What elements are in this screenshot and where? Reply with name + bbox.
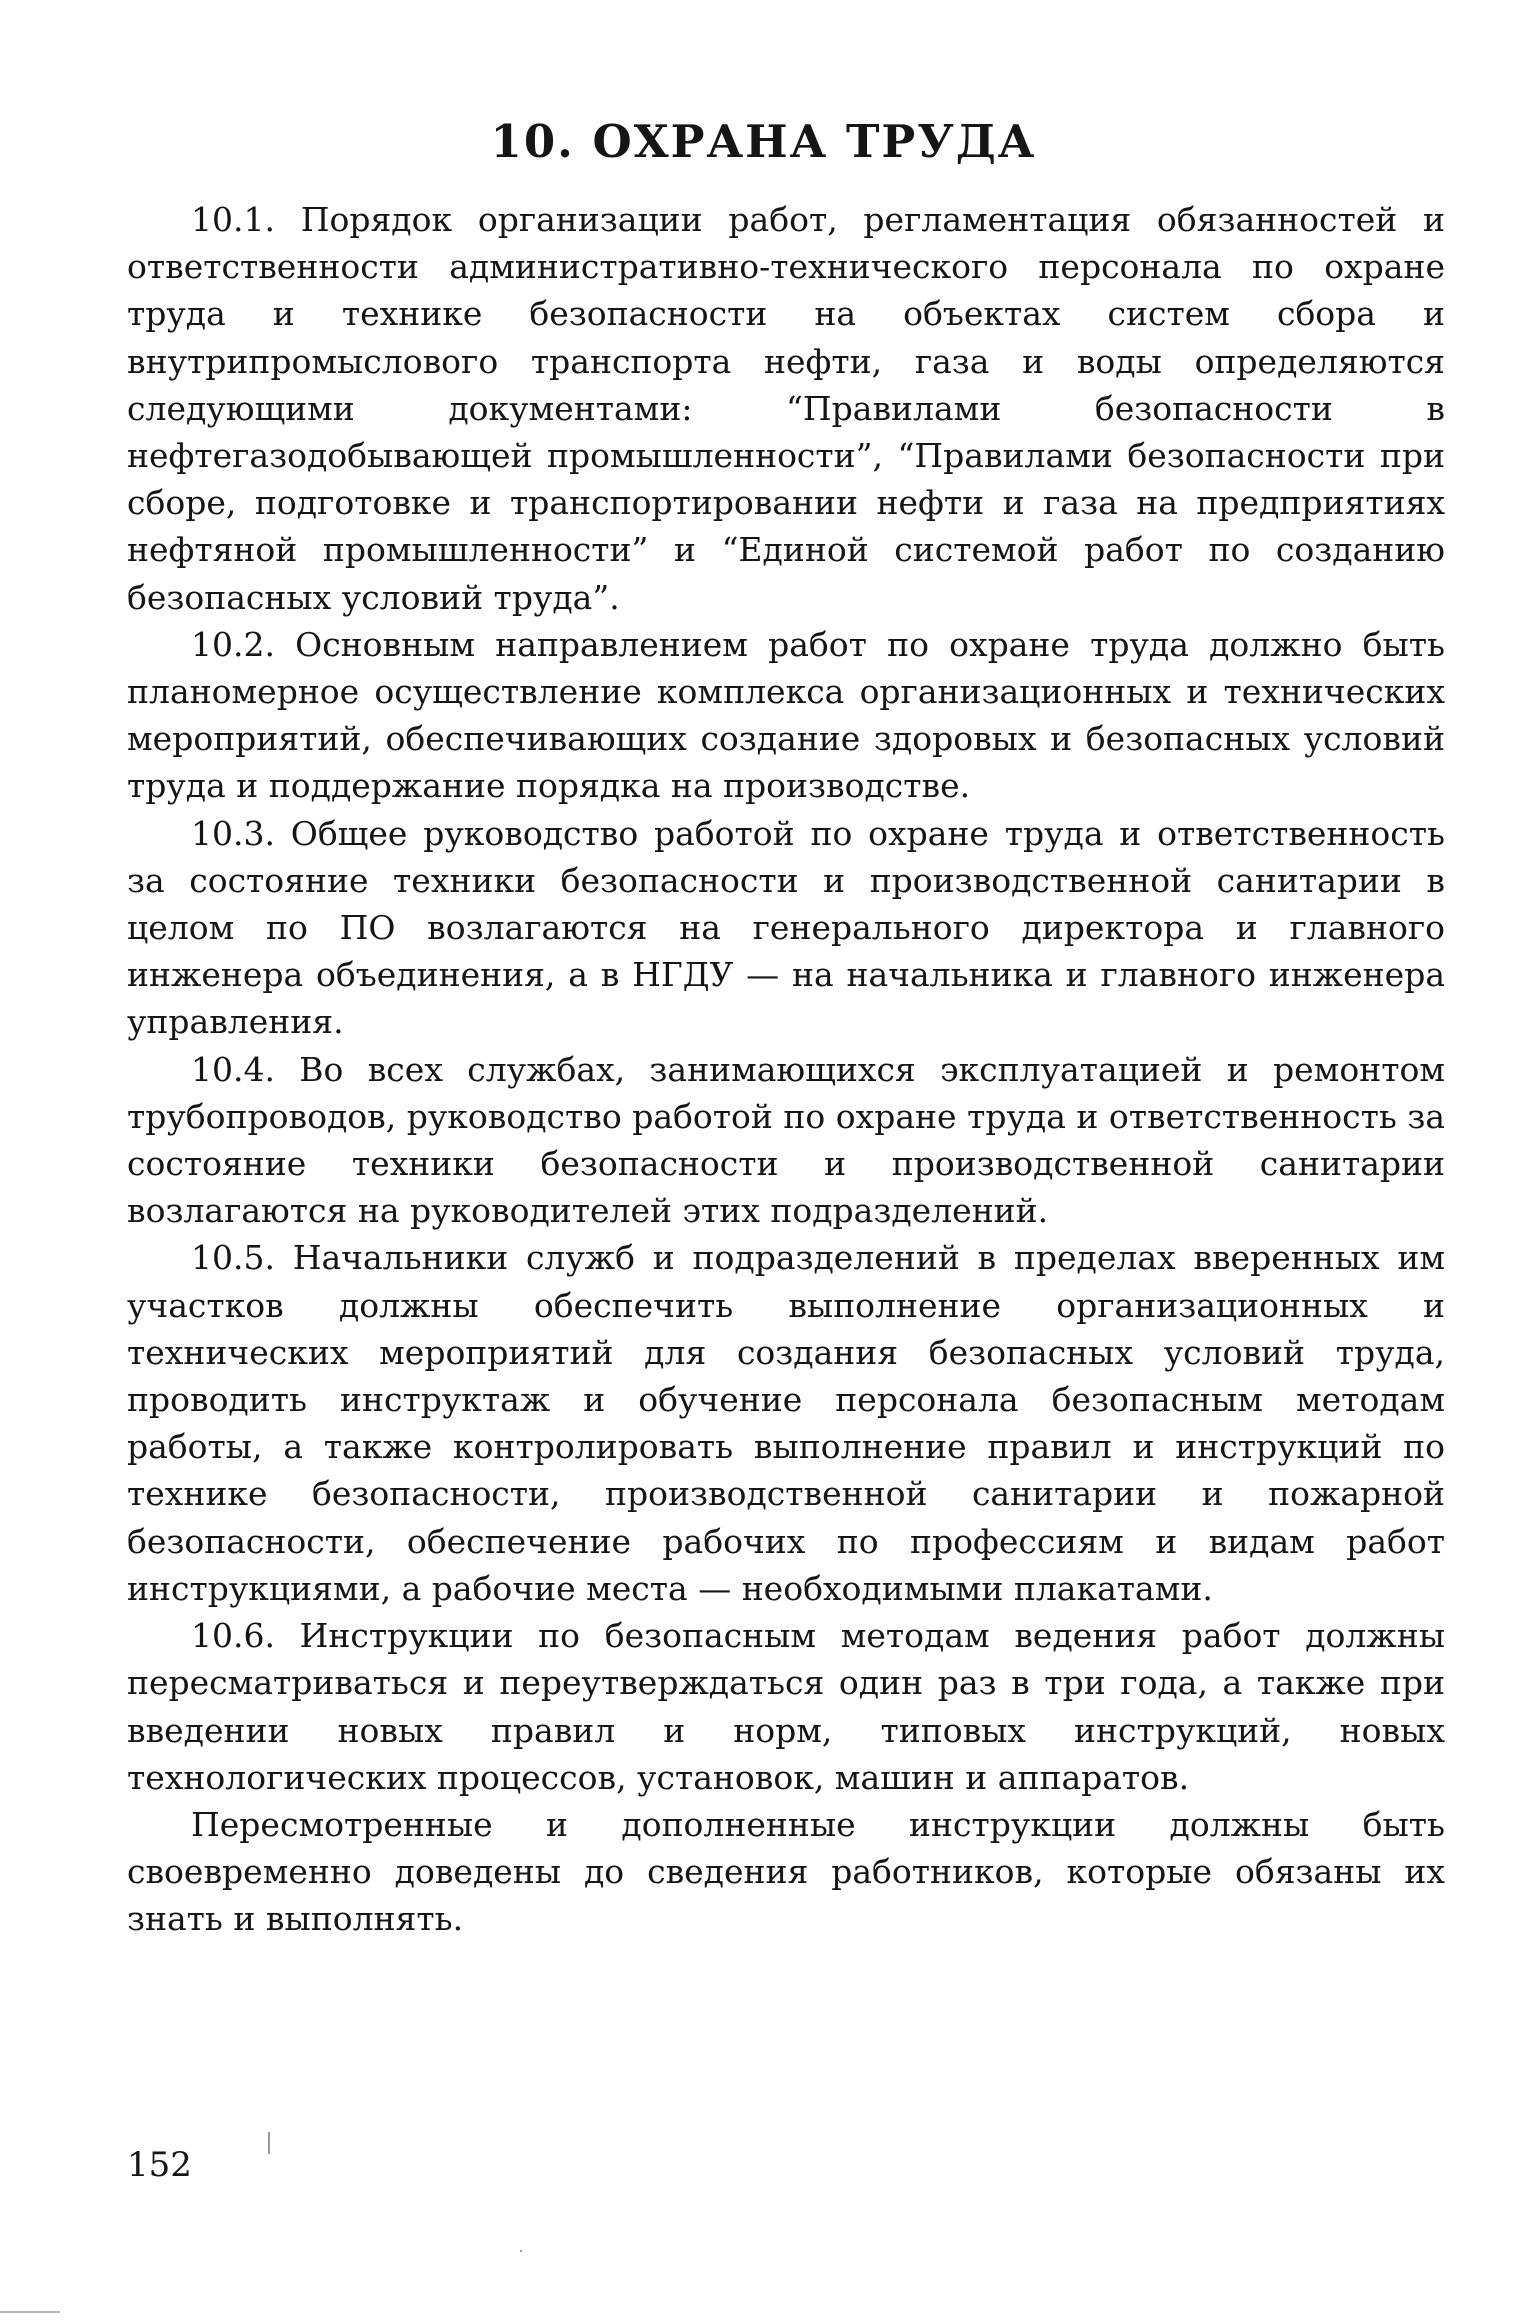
section-title: 10. ОХРАНА ТРУДА [490, 115, 1037, 168]
page-number: 152 [127, 2145, 192, 2185]
paragraph-10-5: 10.5. Начальники служб и подразделений в пределах вверенных им участков должны обеспечить выполнение организационных и технических мероприятий для создания безопасных условий труда, проводить инструктаж и обучение персонала безопасным методам работы, а также контролировать выполнение правил и инструкций по технике безопасности, производственной санитарии и пожарной безопасности, обеспечение рабочих по профессиям и видам работ инструкциями, а рабочие места — необходимыми плакатами. [127, 1238, 1445, 1608]
paragraph-10-4: 10.4. Во всех службах, занимающихся эксплуатацией и ремонтом трубопроводов, руководство работой по охране труда и ответственность за состояние техники безопасности и производственной санитарии возлагаются на руководителей этих подразделений. [127, 1049, 1445, 1231]
scan-mark [520, 2250, 522, 2252]
paragraph-10-1: 10.1. Порядок организации работ, регламентация обязанностей и ответственности административно-технического персонала по охране труда и технике безопасности на объектах систем сбора и внутрипромыслового транспорта нефти, газа и воды определяются следующими документами: “Правилами безопасности в нефтегазодобывающей промышленности”, “Правилами безопасности при сборе, подготовке и транспортировании нефти и газа на предприятиях нефтяной промышленности” и “Единой системой работ по созданию безопасных условий труда”. [127, 200, 1445, 617]
scan-mark [0, 2311, 60, 2313]
paragraph-10-3: 10.3. Общее руководство работой по охране труда и ответственность за состояние техники безопасности и производственной санитарии в целом по ПО возлагаются на генерального директора и главного инженера объединения, а в НГДУ — на начальника и главного инженера управления. [127, 813, 1445, 1042]
paragraph-revised-instructions: Пересмотренные и дополненные инструкции должны быть своевременно доведены до сведения работников, которые обязаны их знать и выполнять. [127, 1804, 1445, 1939]
scan-mark [268, 2132, 270, 2154]
body-text [127, 196, 1445, 1943]
paragraph-10-6: 10.6. Инструкции по безопасным методам ведения работ должны пересматриваться и переутверждаться один раз в три года, а также при введении новых правил и норм, типовых инструкций, новых технологических процессов, установок, машин и аппаратов. [127, 1616, 1445, 1797]
paragraph-10-2: 10.2. Основным направлением работ по охране труда должно быть планомерное осуществление комплекса организационных и технических мероприятий, обеспечивающих создание здоровых и безопасных условий труда и поддержание порядка на производстве. [127, 624, 1445, 806]
